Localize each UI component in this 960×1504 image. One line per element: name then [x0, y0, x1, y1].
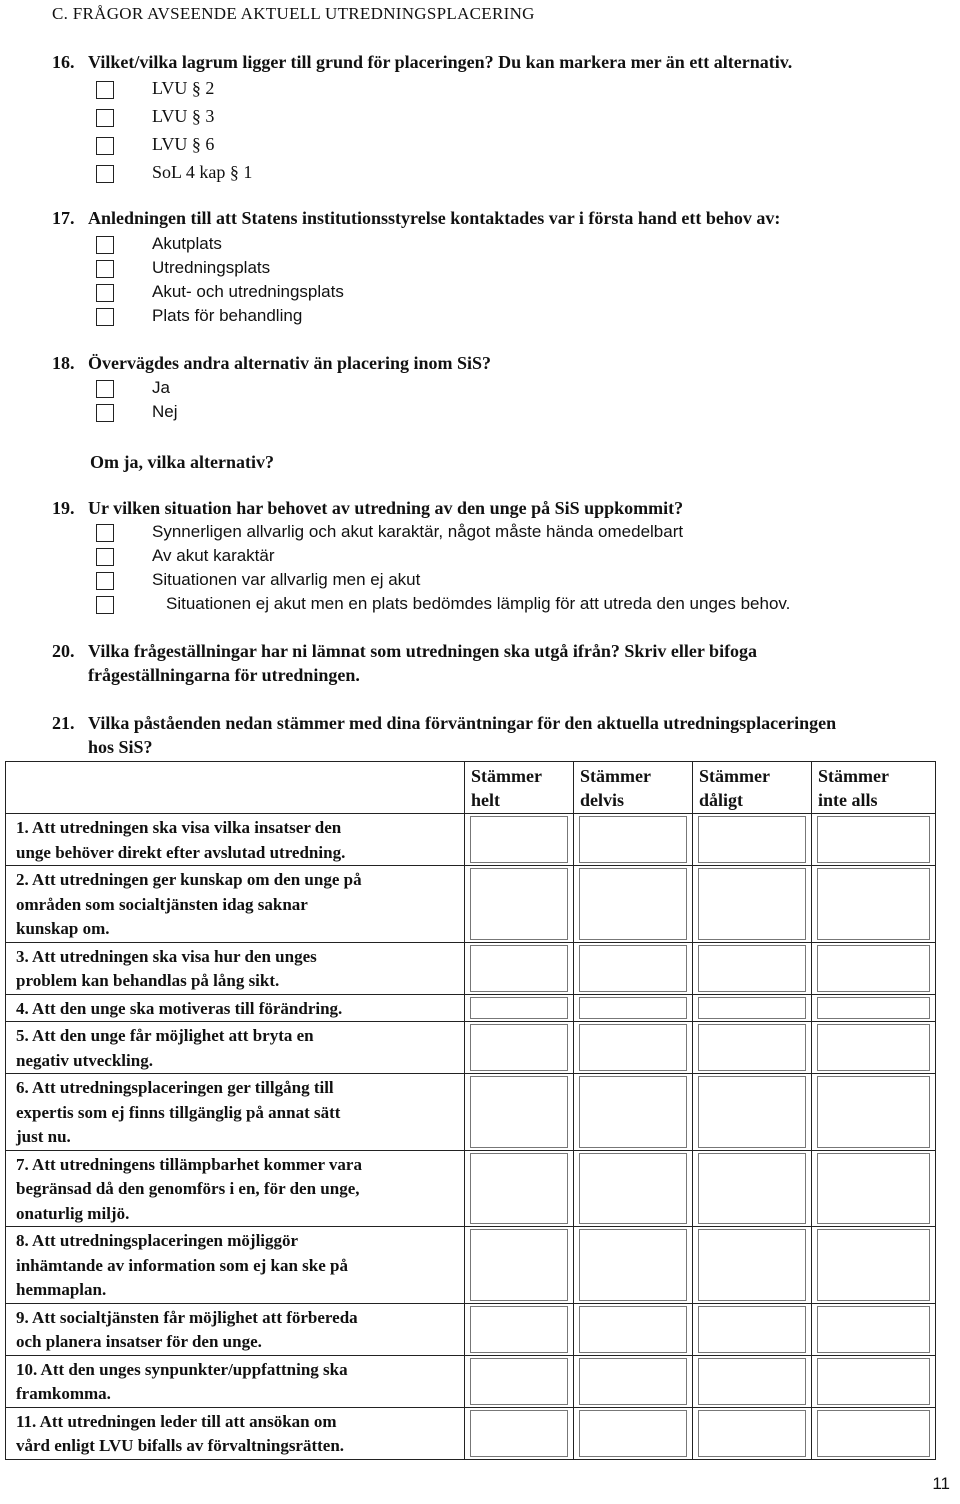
- checkbox[interactable]: [96, 548, 114, 566]
- rating-cell[interactable]: [574, 994, 693, 1022]
- rating-cell[interactable]: [574, 1407, 693, 1459]
- rating-cell[interactable]: [812, 1407, 936, 1459]
- table-row: [6, 1074, 936, 1151]
- rating-box[interactable]: [470, 1076, 568, 1148]
- question-text: Vilket/vilka lagrum ligger till grund för placeringen? Du kan markera mer än ett alternativ.: [88, 52, 793, 72]
- checkbox[interactable]: [96, 404, 114, 422]
- q16-option[interactable]: [96, 162, 496, 186]
- rating-box[interactable]: [470, 1153, 568, 1225]
- checkbox[interactable]: [96, 524, 114, 542]
- table-row: [6, 1022, 936, 1074]
- checkbox[interactable]: [96, 137, 114, 155]
- statement-line: kunskap om.: [16, 919, 110, 938]
- q17-options: [96, 234, 596, 334]
- rating-cell[interactable]: [812, 1227, 936, 1304]
- statement-line: 11. Att utredningen leder till att ansökan om: [16, 1411, 337, 1431]
- statement-cell: [6, 866, 465, 943]
- rating-cell[interactable]: [693, 814, 812, 866]
- rating-cell[interactable]: [465, 1407, 574, 1459]
- checkbox[interactable]: [96, 109, 114, 127]
- question-text-line2: frågeställningarna för utredningen.: [88, 665, 360, 685]
- rating-cell[interactable]: [465, 1150, 574, 1227]
- rating-cell[interactable]: [465, 994, 574, 1022]
- statement-cell: [6, 942, 465, 994]
- rating-box[interactable]: [698, 1358, 806, 1405]
- table-row: [6, 1355, 936, 1407]
- rating-cell[interactable]: [574, 1150, 693, 1227]
- rating-cell[interactable]: [574, 1074, 693, 1151]
- rating-cell[interactable]: [465, 1303, 574, 1355]
- statement-line: unge behöver direkt efter avslutad utredning.: [16, 842, 346, 862]
- rating-cell[interactable]: [693, 1303, 812, 1355]
- q16-option[interactable]: [96, 134, 496, 158]
- q19-option[interactable]: [96, 522, 896, 546]
- header-stammer-delvis: [574, 762, 693, 814]
- statement-line: områden som socialtjänsten idag saknar: [16, 894, 308, 914]
- rating-cell[interactable]: [574, 942, 693, 994]
- question-text-line1: Vilka påståenden nedan stämmer med dina förväntningar för den aktuella utredningsplaceringen: [88, 713, 837, 733]
- rating-box[interactable]: [698, 945, 806, 992]
- rating-cell[interactable]: [465, 866, 574, 943]
- option-label: Av akut karaktär: [152, 546, 275, 565]
- statement-line: vård enligt LVU bifalls av förvaltningsrätten.: [16, 1436, 345, 1455]
- rating-box[interactable]: [817, 816, 930, 863]
- rating-cell[interactable]: [574, 1303, 693, 1355]
- checkbox[interactable]: [96, 236, 114, 254]
- statement-line: 1. Att utredningen ska visa vilka insatser den: [16, 818, 342, 837]
- rating-box[interactable]: [470, 1229, 568, 1301]
- rating-cell[interactable]: [465, 1355, 574, 1407]
- rating-cell[interactable]: [812, 942, 936, 994]
- checkbox[interactable]: [96, 165, 114, 183]
- option-label: Plats för behandling: [152, 306, 303, 325]
- rating-table: [5, 761, 936, 1460]
- rating-box[interactable]: [579, 1024, 687, 1071]
- rating-box[interactable]: [470, 816, 568, 863]
- rating-box[interactable]: [698, 1076, 806, 1148]
- question-17: [52, 208, 952, 232]
- table-header-row: [6, 762, 936, 814]
- rating-box[interactable]: [579, 816, 687, 863]
- q18-options: [96, 378, 496, 430]
- question-number: 16.: [52, 52, 75, 72]
- statement-cell: [6, 1074, 465, 1151]
- statement-line: 8. Att utredningsplaceringen möjliggör: [16, 1231, 299, 1250]
- q18-option[interactable]: [96, 378, 496, 402]
- q18-option[interactable]: [96, 402, 496, 426]
- statement-line: 5. Att den unge får möjlighet att bryta en: [16, 1026, 314, 1045]
- option-label: LVU § 2: [152, 78, 215, 98]
- section-title: C. FRÅGOR AVSEENDE AKTUELL UTREDNINGSPLACERING: [52, 4, 535, 23]
- rating-box[interactable]: [698, 816, 806, 863]
- q16-option[interactable]: [96, 106, 496, 130]
- statement-line: negativ utveckling.: [16, 1050, 153, 1070]
- statement-line: hemmaplan.: [16, 1280, 107, 1299]
- rating-box[interactable]: [817, 997, 930, 1020]
- statement-line: expertis som ej finns tillgänglig på annat sätt: [16, 1102, 341, 1122]
- header-line: Stämmer: [818, 766, 889, 786]
- statement-line: framkomma.: [16, 1384, 111, 1403]
- statement-line: just nu.: [16, 1127, 71, 1146]
- statement-cell: [6, 1227, 465, 1304]
- option-label: LVU § 3: [152, 106, 215, 126]
- table-row: [6, 1227, 936, 1304]
- statement-cell: [6, 1303, 465, 1355]
- option-label: Nej: [152, 402, 178, 421]
- header-line: dåligt: [699, 790, 744, 810]
- checkbox[interactable]: [96, 380, 114, 398]
- rating-cell[interactable]: [693, 1355, 812, 1407]
- rating-box[interactable]: [579, 1229, 687, 1301]
- q18-followup: Om ja, vilka alternativ?: [90, 452, 274, 472]
- statement-cell: [6, 994, 465, 1022]
- option-label: Synnerligen allvarlig och akut karaktär, något måste hända omedelbart: [152, 522, 684, 541]
- rating-box[interactable]: [698, 1306, 806, 1353]
- rating-box[interactable]: [817, 1076, 930, 1148]
- rating-cell[interactable]: [812, 994, 936, 1022]
- question-number: 19.: [52, 498, 75, 518]
- rating-box[interactable]: [817, 1358, 930, 1405]
- checkbox[interactable]: [96, 284, 114, 302]
- rating-cell[interactable]: [574, 1355, 693, 1407]
- rating-box[interactable]: [698, 1153, 806, 1225]
- option-label: Ja: [152, 378, 170, 397]
- rating-box[interactable]: [698, 868, 806, 940]
- rating-box[interactable]: [817, 1306, 930, 1353]
- page-number: 11: [932, 1474, 950, 1493]
- question-number: 18.: [52, 353, 75, 373]
- header-line: helt: [471, 790, 500, 810]
- rating-box[interactable]: [579, 1306, 687, 1353]
- rating-box[interactable]: [579, 868, 687, 940]
- checkbox[interactable]: [96, 308, 114, 326]
- question-19: [52, 498, 932, 522]
- rating-cell[interactable]: [812, 814, 936, 866]
- rating-cell[interactable]: [465, 1227, 574, 1304]
- q19-option[interactable]: [96, 570, 896, 594]
- statement-line: onaturlig miljö.: [16, 1203, 130, 1223]
- rating-cell[interactable]: [574, 814, 693, 866]
- statement-cell: [6, 814, 465, 866]
- rating-cell[interactable]: [693, 1074, 812, 1151]
- rating-box[interactable]: [470, 945, 568, 992]
- q16-options: [96, 78, 496, 190]
- statement-line: 7. Att utredningens tillämpbarhet kommer vara: [16, 1154, 362, 1174]
- rating-cell[interactable]: [693, 1150, 812, 1227]
- rating-cell[interactable]: [465, 814, 574, 866]
- rating-box[interactable]: [579, 1410, 687, 1457]
- question-number: 20.: [52, 641, 75, 661]
- statement-line: 9. Att socialtjänsten får möjlighet att förbereda: [16, 1307, 358, 1327]
- q17-option[interactable]: [96, 306, 596, 330]
- option-label: SoL 4 kap § 1: [152, 162, 253, 182]
- q19-options: [96, 522, 896, 622]
- rating-box[interactable]: [470, 1358, 568, 1405]
- option-label: LVU § 6: [152, 134, 215, 154]
- question-18: [52, 353, 932, 377]
- rating-cell[interactable]: [693, 1227, 812, 1304]
- rating-box[interactable]: [698, 997, 806, 1020]
- option-label: Akut- och utredningsplats: [152, 282, 344, 301]
- question-text: Anledningen till att Statens institutionsstyrelse kontaktades var i första hand ett behov av:: [88, 208, 781, 228]
- rating-box[interactable]: [579, 1358, 687, 1405]
- statement-cell: [6, 1407, 465, 1459]
- statement-line: 2. Att utredningen ger kunskap om den unge på: [16, 870, 362, 889]
- q19-option[interactable]: [96, 594, 896, 618]
- checkbox[interactable]: [96, 81, 114, 99]
- table-row: [6, 994, 936, 1022]
- rating-box[interactable]: [470, 1024, 568, 1071]
- rating-box[interactable]: [698, 1410, 806, 1457]
- statement-cell: [6, 1150, 465, 1227]
- rating-cell[interactable]: [812, 1303, 936, 1355]
- rating-cell[interactable]: [812, 1022, 936, 1074]
- option-label: Utredningsplats: [152, 258, 271, 277]
- checkbox[interactable]: [96, 572, 114, 590]
- rating-cell[interactable]: [574, 1227, 693, 1304]
- statement-cell: [6, 1355, 465, 1407]
- question-number: 17.: [52, 208, 75, 228]
- table-row: [6, 1407, 936, 1459]
- rating-box[interactable]: [698, 1024, 806, 1071]
- q17-option[interactable]: [96, 258, 596, 282]
- header-stammer-helt: [465, 762, 574, 814]
- rating-cell[interactable]: [465, 1074, 574, 1151]
- question-20: [52, 641, 942, 691]
- rating-cell[interactable]: [693, 994, 812, 1022]
- question-text-line1: Vilka frågeställningar har ni lämnat som utredningen ska utgå ifrån? Skriv eller bifoga: [88, 641, 758, 661]
- question-text: Övervägdes andra alternativ än placering inom SiS?: [88, 353, 492, 373]
- statement-line: 4. Att den unge ska motiveras till förändring.: [16, 998, 343, 1018]
- rating-cell[interactable]: [812, 1074, 936, 1151]
- table-row: [6, 942, 936, 994]
- table-row: [6, 814, 936, 866]
- option-label: Situationen var allvarlig men ej akut: [152, 570, 421, 589]
- statement-line: 3. Att utredningen ska visa hur den unges: [16, 946, 317, 966]
- statement-line: problem kan behandlas på lång sikt.: [16, 971, 280, 990]
- statement-cell: [6, 1022, 465, 1074]
- header-line: Stämmer: [580, 766, 651, 786]
- statement-line: och planera insatser för den unge.: [16, 1332, 262, 1351]
- rating-cell[interactable]: [812, 866, 936, 943]
- rating-cell[interactable]: [574, 1022, 693, 1074]
- rating-cell[interactable]: [465, 942, 574, 994]
- option-label: Situationen ej akut men en plats bedömdes lämplig för att utreda den unges behov.: [166, 594, 791, 613]
- statement-line: inhämtande av information som ej kan ske på: [16, 1255, 349, 1275]
- rating-box[interactable]: [470, 868, 568, 940]
- checkbox[interactable]: [96, 260, 114, 278]
- rating-box[interactable]: [579, 1076, 687, 1148]
- q19-option[interactable]: [96, 546, 896, 570]
- question-21: [52, 713, 952, 763]
- rating-box[interactable]: [579, 945, 687, 992]
- rating-box[interactable]: [817, 1024, 930, 1071]
- statement-line: begränsad då den genomförs i en, för den unge,: [16, 1179, 360, 1198]
- rating-cell[interactable]: [693, 1407, 812, 1459]
- table-row: [6, 1303, 936, 1355]
- header-stammer-inte-alls: [812, 762, 936, 814]
- rating-box[interactable]: [470, 1306, 568, 1353]
- checkbox[interactable]: [96, 596, 114, 614]
- rating-cell[interactable]: [574, 866, 693, 943]
- rating-box[interactable]: [470, 1410, 568, 1457]
- header-line: Stämmer: [699, 766, 770, 786]
- rating-box[interactable]: [817, 1229, 930, 1301]
- q17-option[interactable]: [96, 282, 596, 306]
- rating-box[interactable]: [698, 1229, 806, 1301]
- table-row: [6, 866, 936, 943]
- table-row: [6, 1150, 936, 1227]
- rating-box[interactable]: [817, 1153, 930, 1225]
- question-16: [52, 52, 932, 76]
- option-label: Akutplats: [152, 234, 222, 253]
- rating-cell[interactable]: [465, 1022, 574, 1074]
- q16-option[interactable]: [96, 78, 496, 102]
- rating-cell[interactable]: [693, 1022, 812, 1074]
- header-line: Stämmer: [471, 766, 542, 786]
- rating-cell[interactable]: [812, 1150, 936, 1227]
- header-line: delvis: [580, 790, 625, 810]
- statement-line: 10. Att den unges synpunkter/uppfattning ska: [16, 1359, 348, 1379]
- question-text-line2: hos SiS?: [88, 737, 153, 757]
- rating-cell[interactable]: [693, 942, 812, 994]
- header-stammer-daligt: [693, 762, 812, 814]
- header-empty: [6, 762, 465, 814]
- rating-cell[interactable]: [693, 866, 812, 943]
- rating-box[interactable]: [817, 868, 930, 940]
- rating-box[interactable]: [817, 945, 930, 992]
- header-line: inte alls: [818, 790, 878, 810]
- question-text: Ur vilken situation har behovet av utredning av den unge på SiS uppkommit?: [88, 498, 684, 518]
- q17-option[interactable]: [96, 234, 596, 258]
- statement-line: 6. Att utredningsplaceringen ger tillgång till: [16, 1078, 334, 1097]
- rating-box[interactable]: [579, 1153, 687, 1225]
- question-number: 21.: [52, 713, 75, 733]
- rating-cell[interactable]: [812, 1355, 936, 1407]
- rating-box[interactable]: [470, 997, 568, 1020]
- rating-box[interactable]: [817, 1410, 930, 1457]
- rating-box[interactable]: [579, 997, 687, 1020]
